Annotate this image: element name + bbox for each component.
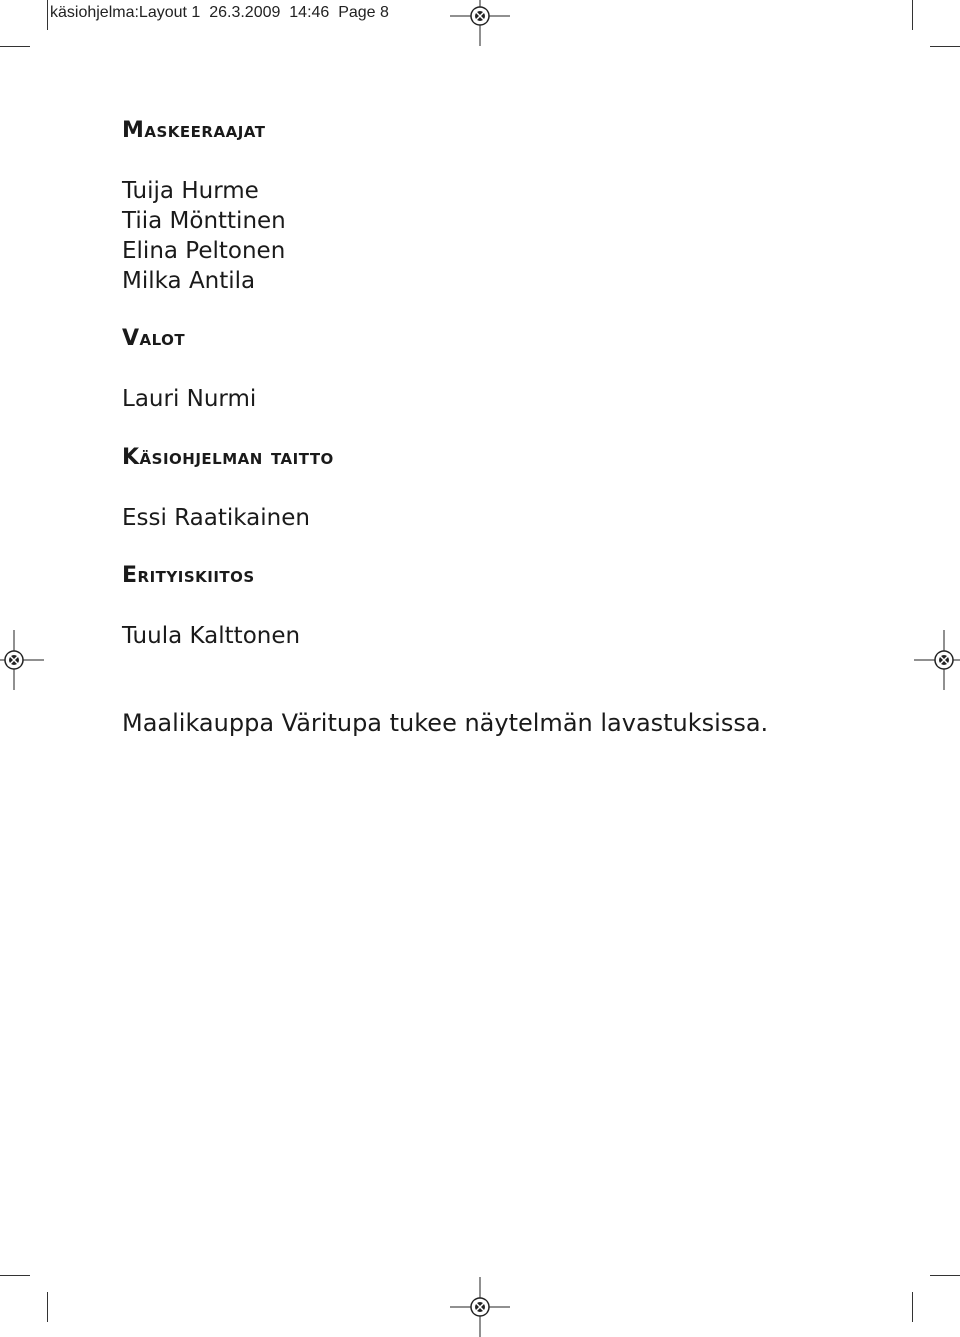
crop-mark-icon (0, 46, 30, 47)
credit-name: Milka Antila (122, 268, 256, 294)
credit-name: Essi Raatikainen (122, 505, 310, 531)
credit-name: Tuija Hurme (122, 178, 259, 204)
sponsor-note: Maalikauppa Väritupa tukee näytelmän lavastuksissa. (122, 709, 769, 737)
crop-mark-icon (0, 1275, 30, 1276)
section-heading-lights: Valot (122, 326, 186, 351)
crop-mark-icon (47, 1292, 48, 1322)
printer-slug-line: käsiohjelma:Layout 1 26.3.2009 14:46 Page 8 (50, 4, 389, 21)
crop-mark-icon (930, 46, 960, 47)
crop-mark-icon (47, 0, 48, 30)
registration-target-icon (0, 630, 44, 690)
crop-mark-icon (912, 0, 913, 30)
section-heading-makeup: Maskeeraajat (122, 118, 266, 143)
credit-name: Tuula Kalttonen (122, 623, 301, 649)
registration-target-icon (450, 0, 510, 46)
credit-name: Tiia Mönttinen (122, 208, 286, 234)
registration-target-icon (914, 630, 960, 690)
section-heading-thanks: Erityiskiitos (122, 563, 255, 588)
crop-mark-icon (930, 1275, 960, 1276)
registration-target-icon (450, 1277, 510, 1337)
crop-mark-icon (912, 1292, 913, 1322)
section-heading-layout: Käsiohjelman taitto (122, 445, 334, 470)
credit-name: Elina Peltonen (122, 238, 286, 264)
credit-name: Lauri Nurmi (122, 386, 257, 412)
